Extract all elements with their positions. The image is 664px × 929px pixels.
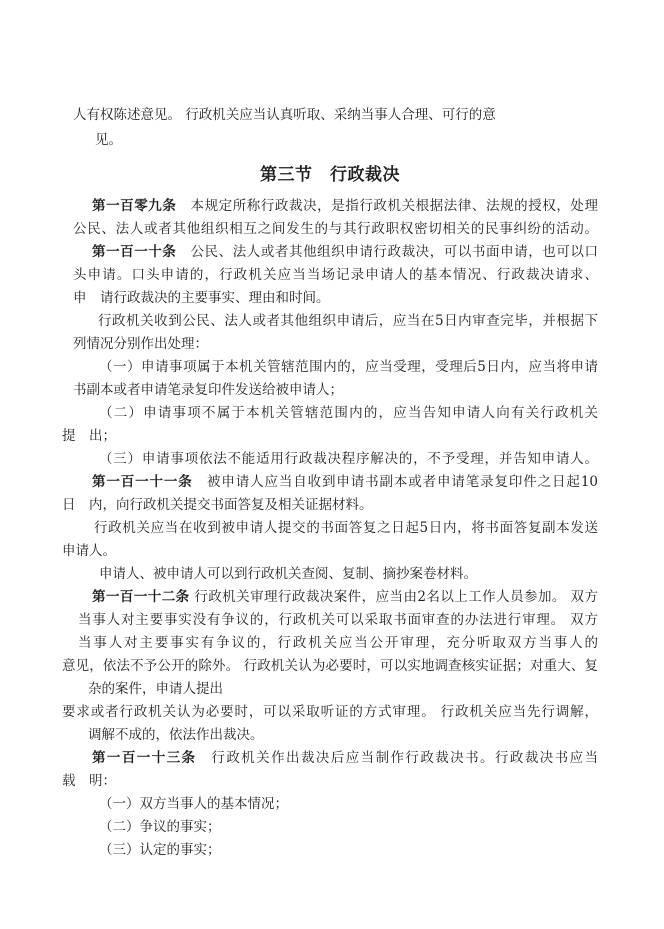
text-line (62, 356, 598, 379)
text-line (62, 218, 598, 241)
line-text: 行政机关审理行政裁决案件，应当由2名以上工作人员参加。 双方 (189, 589, 599, 605)
article-number: 第一百一十一条 (92, 474, 193, 490)
line-text: 申请人、被申请人可以到行政机关查阅、复制、摘抄案卷材料。 (99, 566, 477, 582)
text-line (62, 402, 598, 425)
line-text: （二）申请事项不属于本机关管辖范围内的，应当告知申请人向有关行政机关 (99, 405, 598, 421)
intro-paragraph (62, 103, 598, 153)
line-text: （一）申请事项属于本机关管辖范围内的，应当受理，受理后5日内，应当将申请 (99, 359, 598, 375)
article-text (62, 195, 598, 862)
line-text: 提 出； (62, 428, 116, 444)
text-line (62, 770, 598, 793)
line-text: 当事人对主要事实没有争议的，行政机关可以采取书面审查的办法进行审理。 双方 (78, 612, 598, 628)
text-line (62, 724, 598, 747)
article-number: 第一百零九条 (92, 198, 177, 214)
section-heading: 第三节 行政裁决 (260, 165, 400, 185)
line-text: （三）认定的事实； (99, 842, 221, 858)
line-text: 见。 (95, 132, 122, 148)
text-line (62, 494, 598, 517)
line-text: 申请人。 (62, 543, 116, 559)
line-text: 头申请。口头申请的，行政机关应当当场记录申请人的基本情况、行政裁决请求、 (73, 267, 598, 283)
line-text: 载 明： (62, 773, 116, 789)
text-line (62, 287, 598, 310)
text-line (62, 241, 598, 264)
line-text: 杂的案件，申请人提出 (88, 681, 223, 697)
text-line (62, 310, 598, 333)
text-line (62, 839, 598, 862)
text-line (62, 425, 598, 448)
text-line (62, 816, 598, 839)
line-text: 列情况分别作出处理： (73, 336, 208, 352)
text-line (62, 448, 598, 471)
line-text: 当事人对主要事实有争议的，行政机关应当公开审理，充分听取双方当事人的 (78, 635, 598, 651)
text-line (62, 517, 598, 540)
line-text: 要求或者行政机关认为必要时，可以采取听证的方式审理。 行政机关应当先行调解， (62, 704, 598, 720)
text-line (62, 103, 598, 128)
text-line (62, 678, 598, 701)
line-text: 意见，依法不予公开的除外。 行政机关认为必要时，可以实地调查核实证据；对重大、复 (62, 658, 598, 674)
line-text: 公民、法人或者其他组织相互之间发生的与其行政职权密切相关的民事纠纷的活动。 (73, 221, 598, 237)
text-line (62, 747, 598, 770)
text-line (62, 655, 598, 678)
article-number: 第一百一十二条 (92, 589, 190, 605)
line-text: 本规定所称行政裁决，是指行政机关根据法律、法规的授权，处理 (176, 198, 599, 214)
line-text: 行政机关收到公民、法人或者其他组织申请后，应当在5日内审查完毕，并根据下 (98, 313, 598, 329)
text-line (62, 563, 598, 586)
text-line (62, 333, 598, 356)
line-text: 人有权陈述意见。 行政机关应当认真听取、采纳当事人合理、可行的意 (73, 107, 496, 123)
text-line (62, 793, 598, 816)
text-line (62, 195, 598, 218)
line-text: 书副本或者申请笔录复印件发送给被申请人； (73, 382, 343, 398)
text-line (62, 540, 598, 563)
line-text: 行政机关作出裁决后应当制作行政裁决书。行政裁决书应当 (196, 750, 599, 766)
line-text: 调解不成的，依法作出裁决。 (88, 727, 264, 743)
article-number: 第一百一十三条 (92, 750, 197, 766)
line-text: 被申请人应当自收到申请书副本或者申请笔录复印件之日起10 (192, 474, 598, 490)
text-line (62, 609, 598, 632)
line-text: （二）争议的事实； (99, 819, 221, 835)
page-content (62, 103, 598, 862)
line-text: 公民、法人或者其他组织申请行政裁决，可以书面申请，也可以口 (176, 244, 599, 260)
text-line (62, 471, 598, 494)
text-line (62, 701, 598, 724)
text-line (62, 264, 598, 287)
text-line (62, 632, 598, 655)
line-text: 日 内，向行政机关提交书面答复及相关证据材料。 (62, 497, 373, 513)
text-line (62, 379, 598, 402)
text-line (62, 128, 598, 153)
line-text: 行政机关应当在收到被申请人提交的书面答复之日起5日内，将书面答复副本发送 (94, 520, 598, 536)
text-line (62, 586, 598, 609)
line-text: （三）申请事项依法不能适用行政裁决程序解决的，不予受理，并告知申请人。 (99, 451, 598, 467)
line-text: 申 请行政裁决的主要事实、理由和时间。 (73, 290, 330, 306)
line-text: （一）双方当事人的基本情况； (99, 796, 288, 812)
article-number: 第一百一十条 (92, 244, 177, 260)
